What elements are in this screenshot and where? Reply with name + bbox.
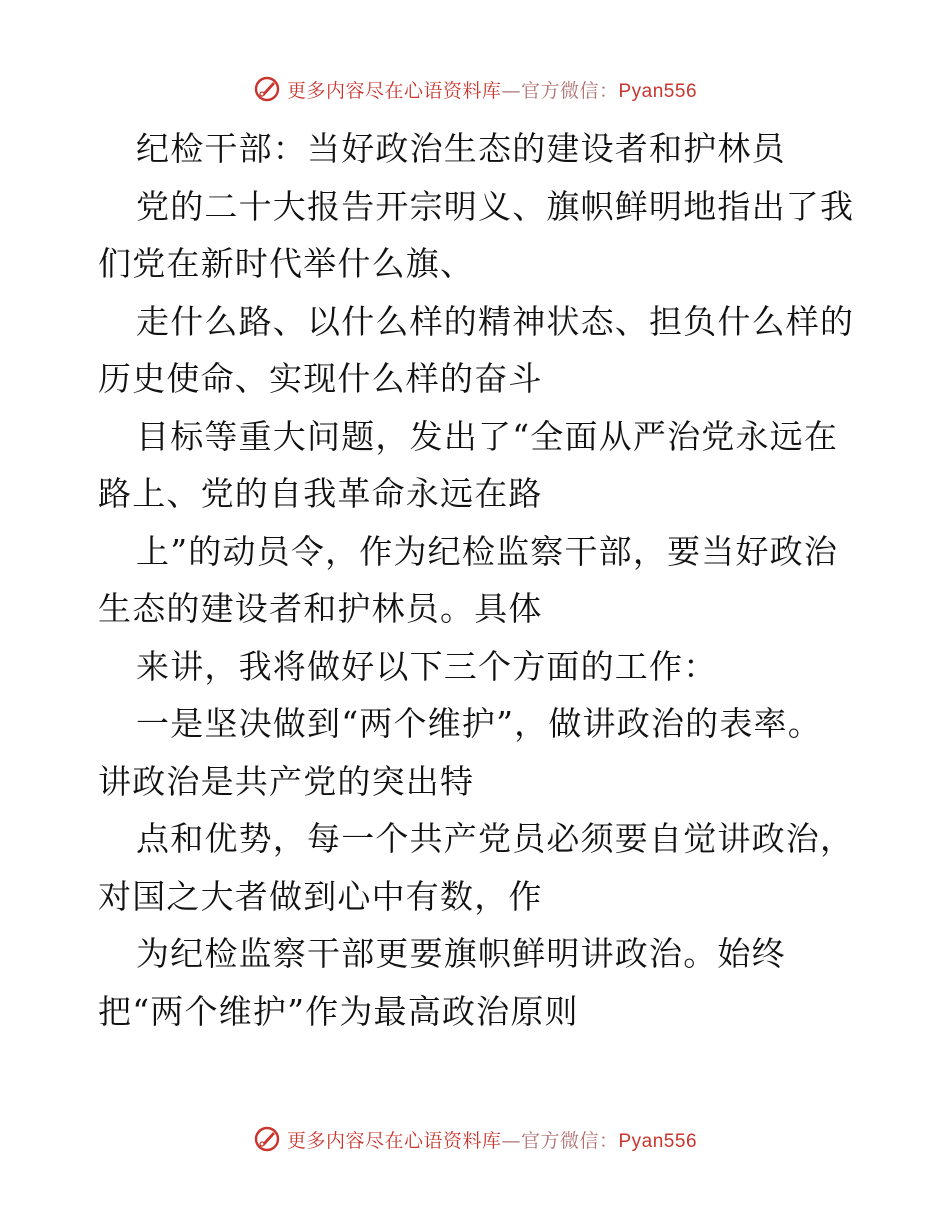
paragraph-line: 生态的建设者和护林员。具体 bbox=[98, 589, 543, 628]
paragraph-line: 把“两个维护”作为最高政治原则 bbox=[98, 991, 579, 1031]
header-banner bbox=[0, 72, 950, 106]
paragraph-line: 上”的动员令，作为纪检监察干部，要当好政治 bbox=[136, 531, 839, 571]
paragraph-line: 党的二十大报告开宗明义、旗帜鲜明地指出了我 bbox=[136, 186, 855, 226]
paragraph-line: 来讲，我将做好以下三个方面的工作： bbox=[136, 646, 718, 686]
banner-main-text: 更多内容尽在心语资料库 bbox=[286, 1129, 502, 1152]
document-title: 纪检干部：当好政治生态的建设者和护林员 bbox=[136, 129, 786, 168]
paragraph-line: 对国之大者做到心中有数，作 bbox=[98, 876, 543, 916]
banner-separator-text: —官方微信： bbox=[501, 79, 619, 102]
quill-logo-icon bbox=[253, 75, 281, 103]
paragraph-line: 历史使命、实现什么样的奋斗 bbox=[98, 359, 543, 398]
paragraph-line: 一是坚决做到“两个维护”，做讲政治的表率。 bbox=[136, 704, 822, 743]
document-body bbox=[98, 120, 858, 1040]
quill-logo-icon bbox=[253, 1125, 281, 1153]
footer-banner bbox=[0, 1122, 950, 1156]
banner-text bbox=[287, 76, 697, 103]
paragraph-line: 点和优势，每一个共产党员必须要自觉讲政治， bbox=[136, 819, 855, 858]
paragraph-line: 路上、党的自我革命永远在路 bbox=[98, 474, 543, 513]
paragraph-line: 走什么路、以什么样的精神状态、担负什么样的 bbox=[136, 301, 855, 341]
paragraph-line: 目标等重大问题，发出了“全面从严治党永远在 bbox=[136, 416, 839, 456]
paragraph-line: 为纪检监察干部更要旗帜鲜明讲政治。始终 bbox=[136, 934, 786, 973]
banner-wechat-id: Pyan556 bbox=[618, 1130, 698, 1152]
paragraph-line: 讲政治是共产党的突出特 bbox=[98, 761, 475, 801]
banner-text bbox=[287, 1126, 697, 1153]
banner-main-text: 更多内容尽在心语资料库 bbox=[286, 79, 502, 102]
paragraph-line: 们党在新时代举什么旗、 bbox=[98, 244, 475, 283]
banner-separator-text: —官方微信： bbox=[501, 1129, 619, 1152]
banner-wechat-id: Pyan556 bbox=[618, 80, 698, 102]
